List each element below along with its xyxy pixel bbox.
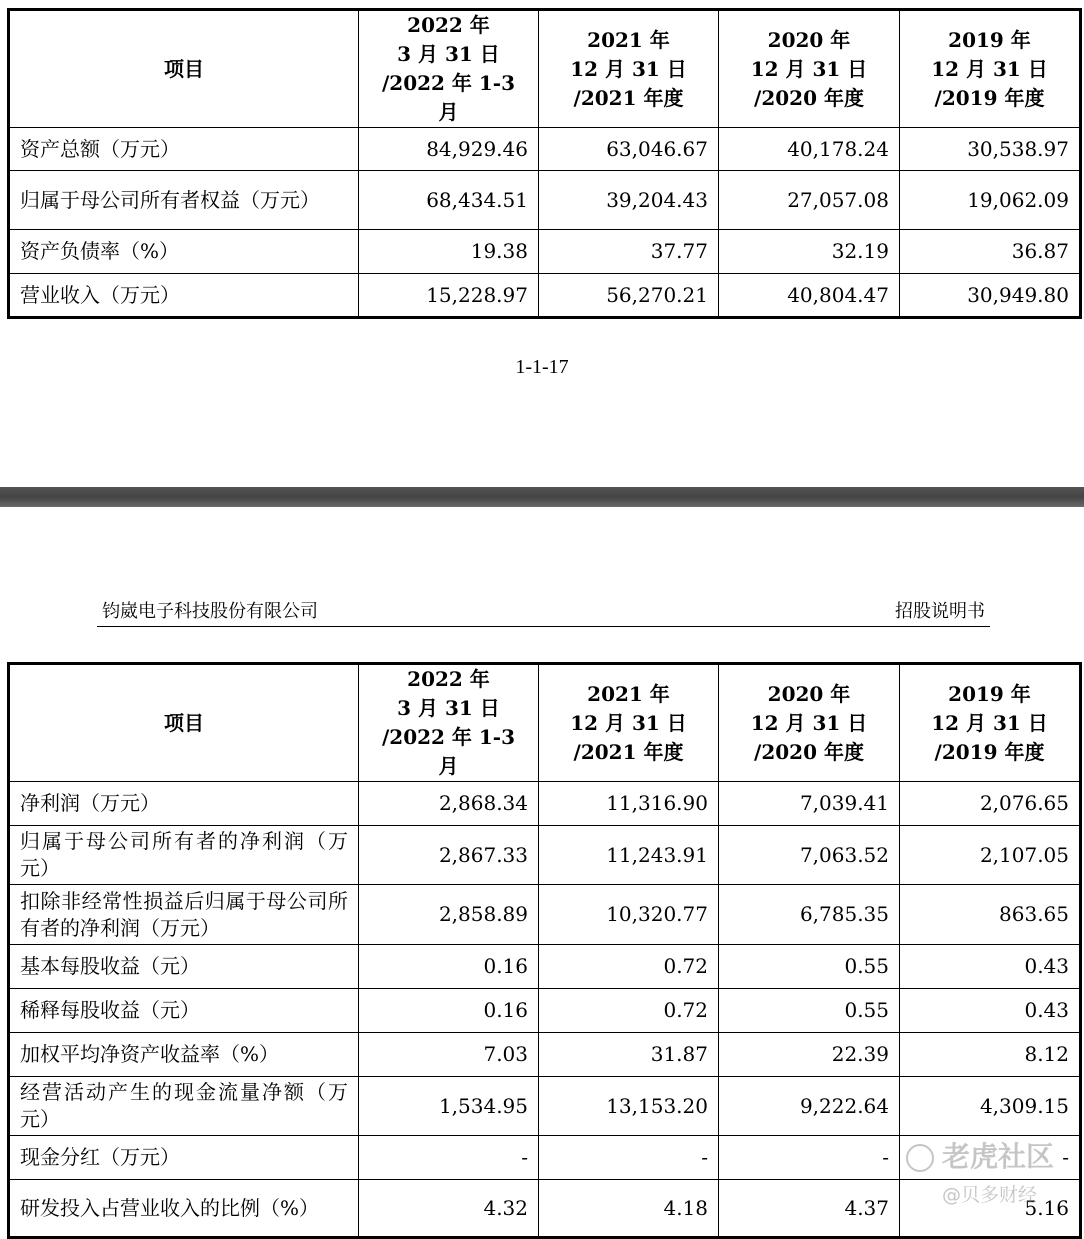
cell: - bbox=[359, 1136, 539, 1180]
row-label: 现金分红（万元） bbox=[9, 1136, 359, 1180]
cell: 0.16 bbox=[359, 989, 539, 1033]
cell: 68,434.51 bbox=[359, 171, 539, 230]
cell: 11,316.90 bbox=[539, 782, 719, 826]
row-label: 研发投入占营业收入的比例（%） bbox=[9, 1180, 359, 1238]
row-label: 净利润（万元） bbox=[9, 782, 359, 826]
table-row bbox=[9, 1077, 1081, 1136]
cell: 7.03 bbox=[359, 1033, 539, 1077]
cell: 40,178.24 bbox=[719, 128, 900, 171]
table-row bbox=[9, 989, 1081, 1033]
page-header bbox=[97, 600, 990, 627]
cell: 2,868.34 bbox=[359, 782, 539, 826]
cell: 7,039.41 bbox=[719, 782, 900, 826]
cell: 19,062.09 bbox=[900, 171, 1081, 230]
table-row bbox=[9, 885, 1081, 945]
cell: 6,785.35 bbox=[719, 885, 900, 945]
cell: 40,804.47 bbox=[719, 274, 900, 318]
cell: 19.38 bbox=[359, 230, 539, 274]
row-label: 营业收入（万元） bbox=[9, 274, 359, 318]
cell: 4.32 bbox=[359, 1180, 539, 1238]
watermark-line1: 老虎社区 bbox=[942, 1140, 1055, 1173]
cell: 56,270.21 bbox=[539, 274, 719, 318]
header-2022: 2022 年 3 月 31 日 /2022 年 1-3 月 bbox=[359, 664, 539, 782]
table-row bbox=[9, 128, 1081, 171]
cell: 22.39 bbox=[719, 1033, 900, 1077]
cell: 0.55 bbox=[719, 945, 900, 989]
cell: 0.55 bbox=[719, 989, 900, 1033]
row-label: 归属于母公司所有者权益（万元） bbox=[9, 171, 359, 230]
cell: 2,858.89 bbox=[359, 885, 539, 945]
header-2020: 2020 年 12 月 31 日 /2020 年度 bbox=[719, 10, 900, 128]
cell: 2,076.65 bbox=[900, 782, 1081, 826]
cell: - bbox=[900, 1136, 1081, 1180]
table-row bbox=[9, 826, 1081, 885]
cell: 13,153.20 bbox=[539, 1077, 719, 1136]
financial-table-1 bbox=[7, 8, 1082, 319]
cell: 2,107.05 bbox=[900, 826, 1081, 885]
header-2019: 2019 年 12 月 31 日 /2019 年度 bbox=[900, 664, 1081, 782]
cell: - bbox=[539, 1136, 719, 1180]
header-2022: 2022 年 3 月 31 日 /2022 年 1-3 月 bbox=[359, 10, 539, 128]
tiger-community-icon bbox=[906, 1144, 934, 1172]
cell: 5.16 bbox=[900, 1180, 1081, 1238]
cell: 0.72 bbox=[539, 945, 719, 989]
cell: 31.87 bbox=[539, 1033, 719, 1077]
cell: 27,057.08 bbox=[719, 171, 900, 230]
cell: 63,046.67 bbox=[539, 128, 719, 171]
cell: 10,320.77 bbox=[539, 885, 719, 945]
watermark-brand bbox=[906, 1135, 1054, 1175]
table-row bbox=[9, 945, 1081, 989]
cell: 0.72 bbox=[539, 989, 719, 1033]
row-label: 加权平均净资产收益率（%） bbox=[9, 1033, 359, 1077]
cell: - bbox=[719, 1136, 900, 1180]
cell: 30,538.97 bbox=[900, 128, 1081, 171]
page-number: 1-1-17 bbox=[515, 356, 569, 378]
company-name: 钧崴电子科技股份有限公司 bbox=[102, 601, 318, 622]
header-2019: 2019 年 12 月 31 日 /2019 年度 bbox=[900, 10, 1081, 128]
table-row bbox=[9, 1180, 1081, 1238]
cell: 30,949.80 bbox=[900, 274, 1081, 318]
cell: 863.65 bbox=[900, 885, 1081, 945]
row-label: 经营活动产生的现金流量净额（万元） bbox=[9, 1077, 359, 1136]
cell: 4.18 bbox=[539, 1180, 719, 1238]
cell: 0.43 bbox=[900, 945, 1081, 989]
header-item: 项目 bbox=[9, 664, 359, 782]
table-row bbox=[9, 230, 1081, 274]
table-header-row bbox=[9, 664, 1081, 782]
document-type: 招股说明书 bbox=[895, 601, 985, 622]
header-2021: 2021 年 12 月 31 日 /2021 年度 bbox=[539, 664, 719, 782]
cell: 4.37 bbox=[719, 1180, 900, 1238]
cell: 32.19 bbox=[719, 230, 900, 274]
row-label: 基本每股收益（元） bbox=[9, 945, 359, 989]
page-separator bbox=[0, 487, 1084, 507]
row-label: 资产负债率（%） bbox=[9, 230, 359, 274]
header-2021: 2021 年 12 月 31 日 /2021 年度 bbox=[539, 10, 719, 128]
row-label: 稀释每股收益（元） bbox=[9, 989, 359, 1033]
cell: 7,063.52 bbox=[719, 826, 900, 885]
header-2020: 2020 年 12 月 31 日 /2020 年度 bbox=[719, 664, 900, 782]
table-row bbox=[9, 1033, 1081, 1077]
cell: 37.77 bbox=[539, 230, 719, 274]
row-label: 资产总额（万元） bbox=[9, 128, 359, 171]
table-row bbox=[9, 274, 1081, 318]
cell: 36.87 bbox=[900, 230, 1081, 274]
cell: 39,204.43 bbox=[539, 171, 719, 230]
cell: 11,243.91 bbox=[539, 826, 719, 885]
cell: 2,867.33 bbox=[359, 826, 539, 885]
table-row bbox=[9, 782, 1081, 826]
header-item: 项目 bbox=[9, 10, 359, 128]
table-row bbox=[9, 171, 1081, 230]
watermark-author: @贝多财经 bbox=[942, 1184, 1038, 1206]
cell: 4,309.15 bbox=[900, 1077, 1081, 1136]
cell: 1,534.95 bbox=[359, 1077, 539, 1136]
cell: 9,222.64 bbox=[719, 1077, 900, 1136]
table-header-row bbox=[9, 10, 1081, 128]
cell: 15,228.97 bbox=[359, 274, 539, 318]
row-label: 归属于母公司所有者的净利润（万元） bbox=[9, 826, 359, 885]
cell: 0.16 bbox=[359, 945, 539, 989]
cell: 0.43 bbox=[900, 989, 1081, 1033]
cell: 8.12 bbox=[900, 1033, 1081, 1077]
cell: 84,929.46 bbox=[359, 128, 539, 171]
row-label: 扣除非经常性损益后归属于母公司所有者的净利润（万元） bbox=[9, 885, 359, 945]
